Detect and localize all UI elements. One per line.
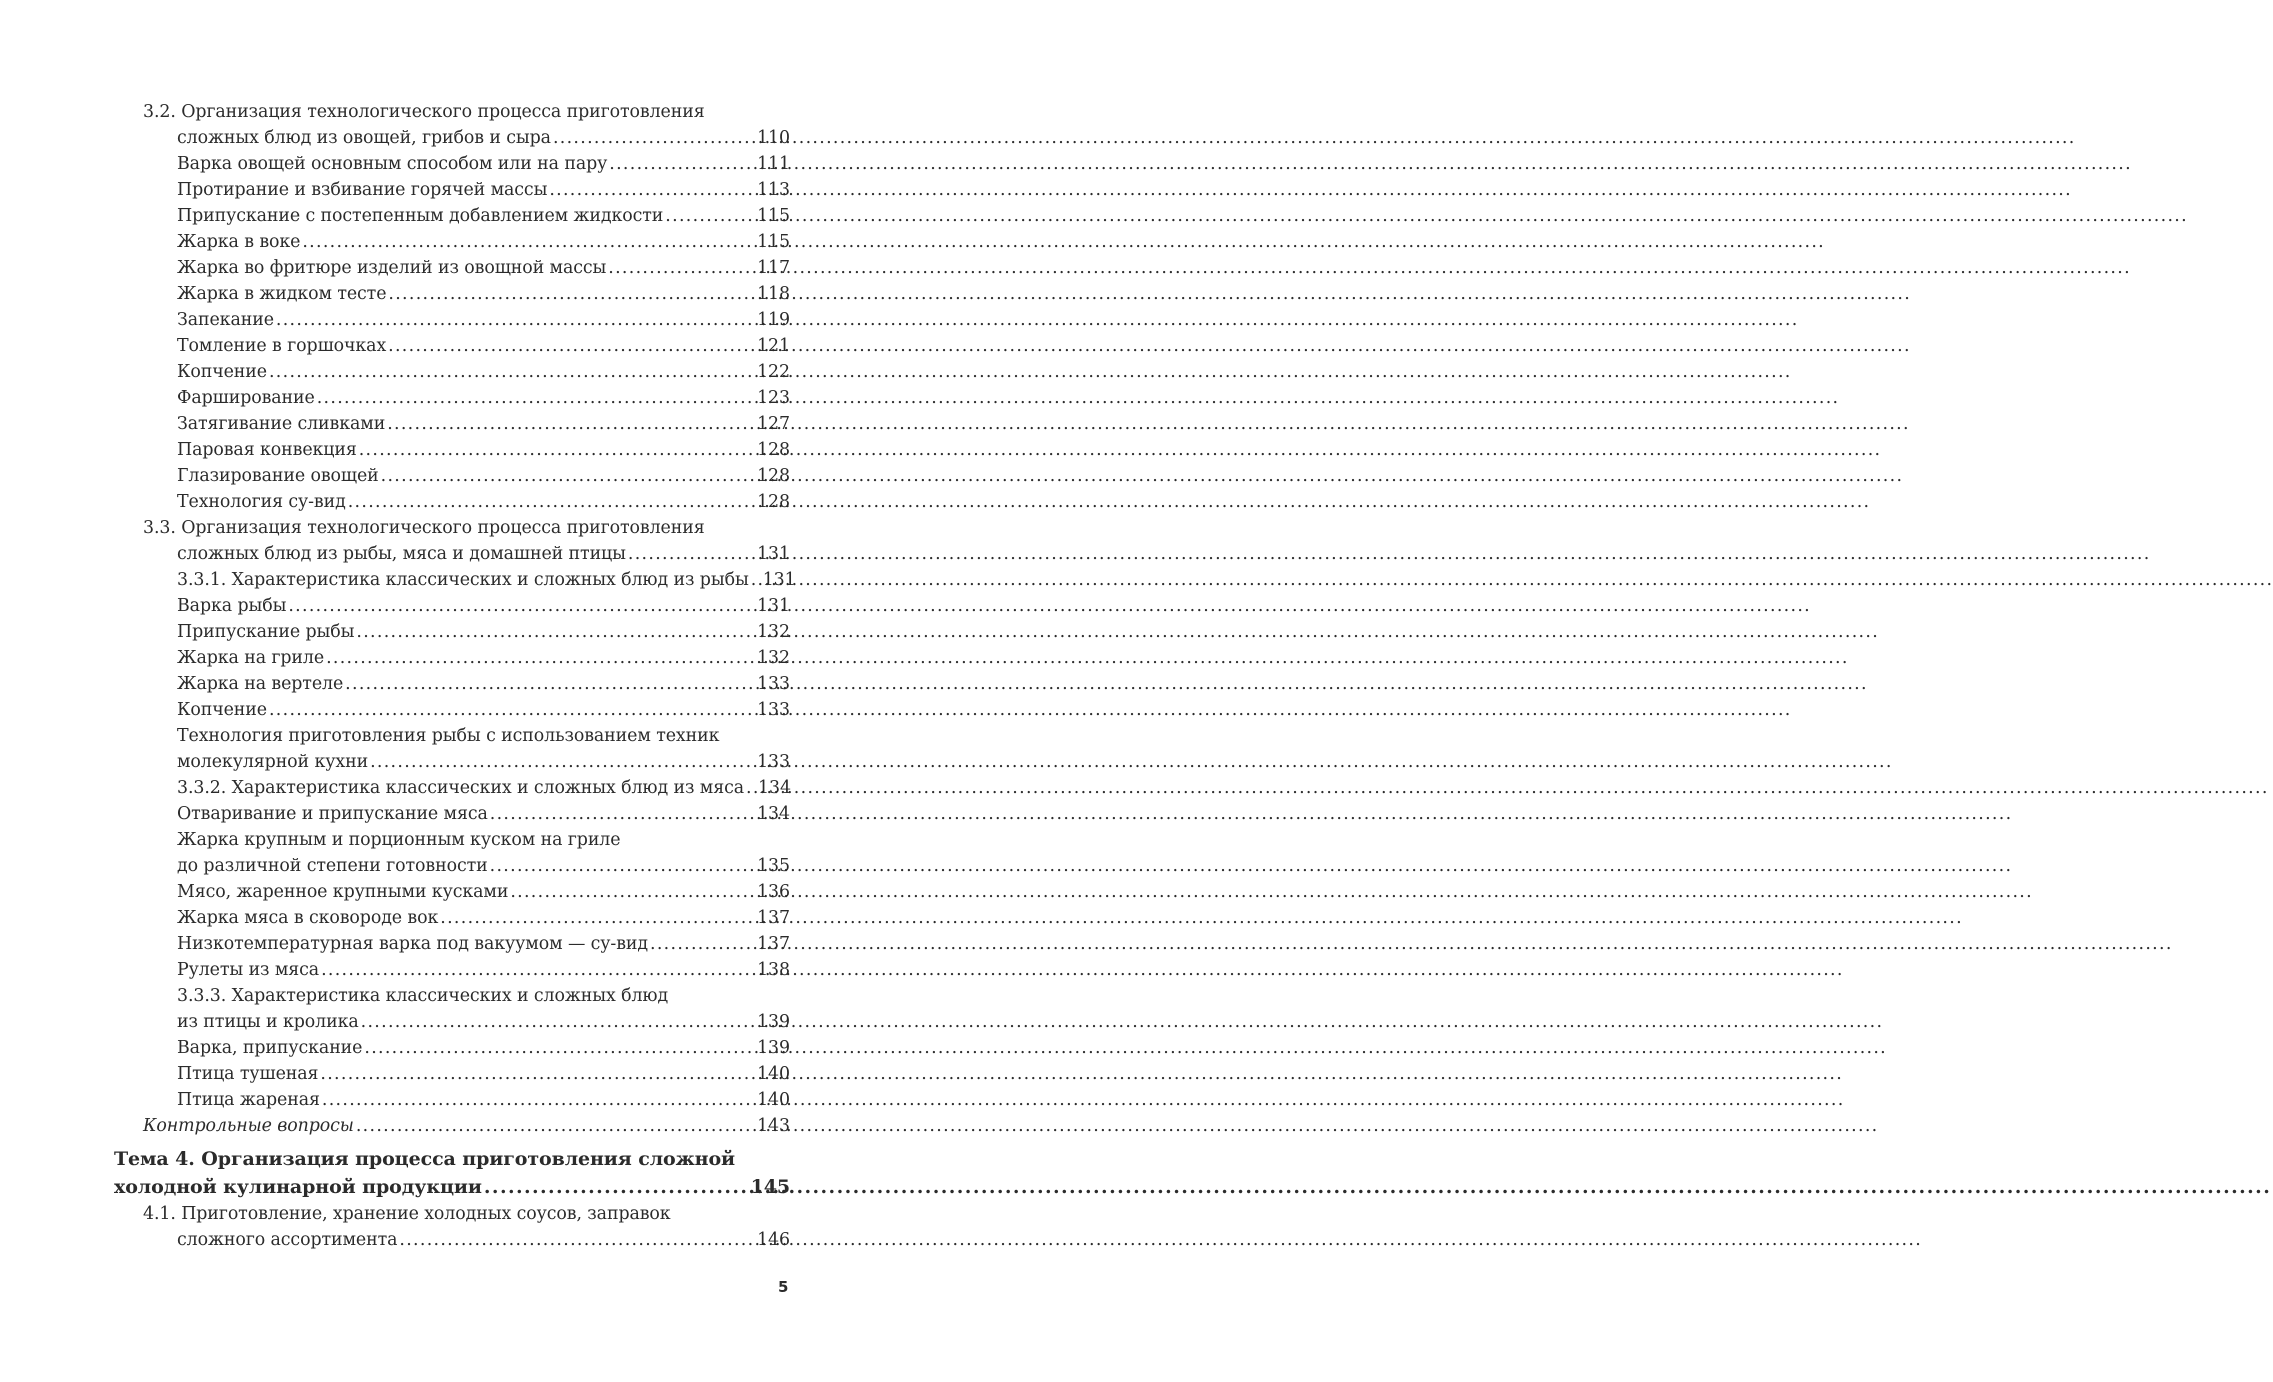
page-number: 5	[778, 1278, 789, 1296]
dot-leader	[320, 1061, 755, 1087]
toc-entry-line	[177, 255, 790, 281]
toc-entry-line	[177, 931, 790, 957]
toc-entry-title: сложных блюд из рыбы, мяса и домашней птицы	[177, 544, 626, 564]
toc-entry[interactable]	[177, 489, 790, 515]
dot-leader	[549, 177, 755, 203]
toc-entry-title: Низкотемпературная варка под вакуумом — су-вид	[177, 934, 649, 954]
toc-entry-title: Технология су-вид	[177, 492, 346, 512]
dot-leader	[288, 593, 755, 619]
dot-leader	[356, 619, 755, 645]
dot-leader	[751, 567, 761, 593]
toc-entry-title: Варка овощей основным способом или на пару	[177, 154, 608, 174]
toc-entry-line	[177, 359, 790, 385]
toc-entry-line	[177, 307, 790, 333]
toc-entry-title: Копчение	[177, 700, 267, 720]
toc-entry[interactable]	[177, 411, 790, 437]
toc-page-number: 135	[757, 856, 790, 876]
dot-leader	[665, 203, 755, 229]
toc-entry-title: до различной степени готовности	[177, 856, 488, 876]
toc-page-number: 119	[757, 310, 790, 330]
toc-entry[interactable]	[177, 983, 790, 1035]
toc-entry[interactable]	[177, 957, 790, 983]
dot-leader	[364, 1035, 755, 1061]
toc-page-number: 143	[757, 1116, 790, 1136]
dot-leader	[490, 801, 755, 827]
toc-entry-line	[177, 1035, 790, 1061]
toc-page-number: 128	[757, 492, 790, 512]
toc-entry[interactable]	[177, 203, 790, 229]
toc-page-number: 128	[757, 440, 790, 460]
toc-entry-line	[177, 203, 790, 229]
toc-page-number: 139	[757, 1012, 790, 1032]
dot-leader	[326, 645, 755, 671]
dot-leader	[440, 905, 755, 931]
dot-leader	[381, 463, 755, 489]
toc-page-number: 139	[757, 1038, 790, 1058]
toc-page-number: 131	[757, 596, 790, 616]
toc-entry[interactable]	[177, 333, 790, 359]
dot-leader	[356, 1113, 755, 1139]
toc-entry-title: 3.3.2. Характеристика классических и сложных блюд из мяса	[177, 778, 745, 798]
dot-leader	[276, 307, 755, 333]
toc-entry-title: Тема 4. Организация процесса приготовления сложной	[114, 1148, 736, 1170]
toc-page-number: 140	[757, 1064, 790, 1084]
dot-leader	[553, 125, 755, 151]
toc-entry-line	[177, 983, 790, 1009]
dot-leader	[650, 931, 755, 957]
toc-page-number: 127	[757, 414, 790, 434]
toc-page-number: 113	[757, 180, 790, 200]
toc-entry-title: Припускание рыбы	[177, 622, 355, 642]
toc-entry-title: Жарка крупным и порционным куском на гриле	[177, 830, 621, 850]
toc-entry-title: сложного ассортимента	[177, 1230, 398, 1250]
toc-entry-title: Птица жареная	[177, 1090, 320, 1110]
dot-leader	[609, 151, 755, 177]
toc-entry[interactable]	[177, 593, 790, 619]
toc-entry[interactable]	[177, 931, 790, 957]
dot-leader	[399, 1227, 755, 1253]
toc-entry-title: Запекание	[177, 310, 274, 330]
toc-entry-line	[114, 1173, 790, 1201]
toc-entry[interactable]	[177, 255, 790, 281]
toc-entry[interactable]	[177, 905, 790, 931]
toc-entry-title: Варка, припускание	[177, 1038, 363, 1058]
toc-page-number: 133	[757, 700, 790, 720]
toc-entry[interactable]	[177, 827, 790, 879]
toc-entry-line	[177, 697, 790, 723]
toc-entry-title: Жарка во фритюре изделий из овощной массы	[177, 258, 607, 278]
toc-entry-line	[143, 1201, 790, 1227]
toc-entry[interactable]	[177, 437, 790, 463]
toc-entry-line	[177, 333, 790, 359]
toc-entry-title: из птицы и кролика	[177, 1012, 359, 1032]
toc-entry-line	[177, 749, 790, 775]
toc-page-number: 128	[757, 466, 790, 486]
toc-entry-title: 3.3.3. Характеристика классических и сложных блюд	[177, 986, 669, 1006]
toc-entry-line	[177, 437, 790, 463]
toc-page-number: 122	[757, 362, 790, 382]
toc-entry-line	[177, 411, 790, 437]
dot-leader	[269, 697, 755, 723]
toc-page-number: 133	[757, 752, 790, 772]
toc-entry-line	[177, 645, 790, 671]
toc-entry-line	[177, 385, 790, 411]
toc-page-number: 134	[758, 778, 791, 798]
toc-entry[interactable]	[177, 385, 790, 411]
dot-leader	[359, 437, 755, 463]
toc-entry-title: молекулярной кухни	[177, 752, 369, 772]
toc-entry[interactable]	[177, 229, 790, 255]
dot-leader	[269, 359, 755, 385]
toc-entry-title: Жарка на гриле	[177, 648, 325, 668]
toc-page-number: 121	[757, 336, 790, 356]
toc-entry[interactable]	[177, 801, 790, 827]
toc-entry[interactable]	[143, 515, 790, 567]
toc-entry-line	[177, 853, 790, 879]
toc-entry-line	[177, 567, 796, 593]
dot-leader	[370, 749, 755, 775]
table-of-contents	[114, 99, 796, 1253]
toc-entry[interactable]	[177, 307, 790, 333]
toc-entry-title: Рулеты из мяса	[177, 960, 320, 980]
toc-entry-title: Затягивание сливками	[177, 414, 386, 434]
toc-page-number: 118	[757, 284, 790, 304]
toc-entry-line	[114, 1145, 790, 1173]
toc-entry-title: 3.3. Организация технологического процесса приготовления	[143, 518, 705, 538]
toc-entry-title: Отваривание и припускание мяса	[177, 804, 488, 824]
toc-entry[interactable]	[177, 281, 790, 307]
toc-entry[interactable]	[177, 177, 790, 203]
toc-entry-title: Паровая конвекция	[177, 440, 357, 460]
toc-entry-line	[177, 489, 790, 515]
toc-entry-title: Жарка мяса в сковороде вок	[177, 908, 439, 928]
toc-page-number: 145	[750, 1176, 790, 1198]
dot-leader	[348, 489, 755, 515]
toc-entry-title: Жарка в жидком тесте	[177, 284, 387, 304]
toc-entry-line	[177, 775, 790, 801]
toc-entry-line	[143, 1113, 790, 1139]
toc-page-number: 138	[757, 960, 790, 980]
dot-leader	[387, 411, 755, 437]
toc-entry-title: 4.1. Приготовление, хранение холодных соусов, заправок	[143, 1204, 671, 1224]
toc-page-number: 117	[757, 258, 790, 278]
toc-entry[interactable]	[177, 619, 790, 645]
toc-entry-title: Жарка на вертеле	[177, 674, 344, 694]
toc-entry[interactable]	[143, 1113, 790, 1139]
toc-entry-title: сложных блюд из овощей, грибов и сыра	[177, 128, 551, 148]
toc-entry-title: Протирание и взбивание горячей массы	[177, 180, 548, 200]
toc-entry-line	[177, 827, 790, 853]
toc-chapter-entry[interactable]	[114, 1145, 790, 1201]
toc-page-number: 133	[757, 674, 790, 694]
toc-entry[interactable]	[177, 1087, 790, 1113]
dot-leader	[510, 879, 755, 905]
dot-leader	[361, 1009, 755, 1035]
dot-leader	[608, 255, 755, 281]
dot-leader	[388, 281, 755, 307]
toc-page-number: 131	[762, 570, 796, 590]
toc-entry-line	[143, 515, 790, 541]
toc-entry-title: Контрольные вопросы	[143, 1116, 354, 1136]
toc-entry-line	[177, 1087, 790, 1113]
toc-page-number: 111	[757, 154, 790, 174]
toc-page-number: 110	[757, 128, 790, 148]
toc-entry-title: холодной кулинарной продукции	[114, 1176, 482, 1198]
toc-entry-line	[177, 957, 790, 983]
toc-entry[interactable]	[177, 567, 796, 593]
toc-entry-line	[177, 1009, 790, 1035]
toc-entry-title: 3.3.1. Характеристика классических и сложных блюд из рыбы	[177, 570, 749, 590]
toc-entry[interactable]	[177, 879, 790, 905]
toc-entry-line	[177, 619, 790, 645]
toc-entry-title: 3.2. Организация технологического процесса приготовления	[143, 102, 705, 122]
toc-entry-line	[177, 177, 790, 203]
toc-entry-line	[177, 463, 790, 489]
dot-leader	[388, 333, 755, 359]
toc-entry[interactable]	[143, 1201, 790, 1253]
dot-leader	[322, 1087, 755, 1113]
toc-entry-title: Мясо, жаренное крупными кусками	[177, 882, 509, 902]
dot-leader	[628, 541, 755, 567]
toc-entry-line	[143, 1227, 790, 1253]
toc-entry-line	[177, 151, 790, 177]
toc-entry-title: Птица тушеная	[177, 1064, 319, 1084]
toc-page-number: 140	[757, 1090, 790, 1110]
toc-entry[interactable]	[177, 697, 790, 723]
toc-entry-line	[177, 593, 790, 619]
toc-page-number: 146	[757, 1230, 790, 1250]
toc-entry-title: Жарка в воке	[177, 232, 301, 252]
toc-entry[interactable]	[177, 1061, 790, 1087]
toc-entry-line	[143, 99, 790, 125]
dot-leader	[345, 671, 755, 697]
toc-entry[interactable]	[177, 359, 790, 385]
toc-entry-line	[143, 541, 790, 567]
toc-entry[interactable]	[143, 99, 790, 151]
toc-entry-title: Технология приготовления рыбы с использованием техник	[177, 726, 720, 746]
toc-page-number: 132	[757, 648, 790, 668]
toc-entry[interactable]	[177, 645, 790, 671]
toc-entry-line	[177, 281, 790, 307]
toc-entry[interactable]	[177, 463, 790, 489]
toc-entry[interactable]	[177, 671, 790, 697]
toc-entry-line	[177, 671, 790, 697]
toc-entry[interactable]	[177, 1035, 790, 1061]
toc-page-number: 131	[757, 544, 790, 564]
toc-entry-title: Копчение	[177, 362, 267, 382]
toc-page-number: 123	[757, 388, 790, 408]
toc-entry[interactable]	[177, 775, 790, 801]
toc-entry-line	[177, 801, 790, 827]
toc-page-number: 115	[757, 232, 790, 252]
toc-entry-line	[177, 723, 790, 749]
toc-entry-title: Глазирование овощей	[177, 466, 379, 486]
toc-entry-line	[177, 879, 790, 905]
toc-entry-line	[177, 229, 790, 255]
toc-entry-line	[143, 125, 790, 151]
toc-page-number: 132	[757, 622, 790, 642]
toc-entry[interactable]	[177, 151, 790, 177]
dot-leader	[302, 229, 755, 255]
toc-entry-title: Фарширование	[177, 388, 315, 408]
dot-leader	[484, 1173, 749, 1201]
toc-entry[interactable]	[177, 723, 790, 775]
dot-leader	[321, 957, 755, 983]
toc-page-number: 137	[757, 934, 790, 954]
toc-page-number: 115	[757, 206, 790, 226]
dot-leader	[490, 853, 755, 879]
toc-page-number: 136	[757, 882, 790, 902]
toc-entry-line	[177, 1061, 790, 1087]
toc-entry-title: Варка рыбы	[177, 596, 287, 616]
toc-page-number: 137	[757, 908, 790, 928]
toc-entry-title: Томление в горшочках	[177, 336, 387, 356]
dot-leader	[317, 385, 755, 411]
toc-entry-title: Припускание с постепенным добавлением жидкости	[177, 206, 664, 226]
toc-page-number: 134	[757, 804, 790, 824]
dot-leader	[746, 775, 756, 801]
toc-entry-line	[177, 905, 790, 931]
